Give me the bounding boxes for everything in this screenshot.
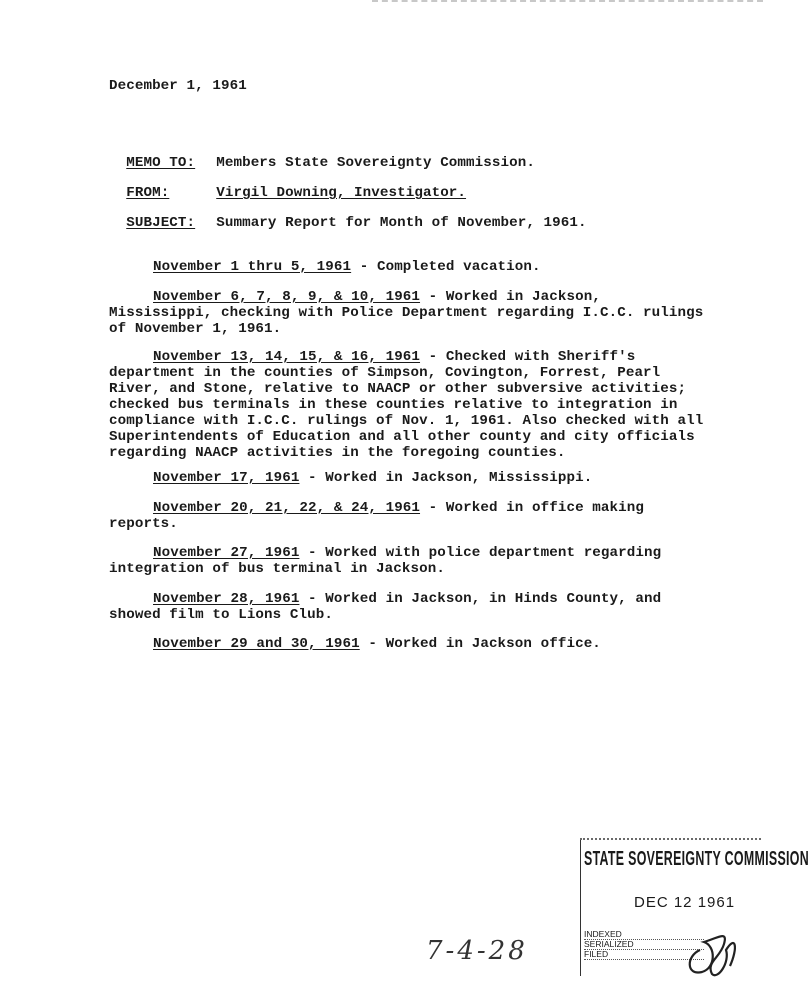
stamp-filed-line: FILED [584, 950, 704, 960]
stamp-indexed-line: INDEXED [584, 930, 704, 940]
entry-8 [109, 636, 709, 652]
memo-to-value: Members State Sovereignty Commission. [216, 155, 535, 171]
entry-text: - Worked in Jackson, Mississippi. [299, 470, 593, 486]
entry-6 [109, 545, 709, 577]
handwritten-initials-icon [578, 838, 763, 980]
memo-date: December 1, 1961 [109, 78, 247, 94]
entry-date: November 29 and 30, 1961 [153, 636, 360, 652]
memo-from-row [109, 169, 466, 201]
stamp-date: DEC 12 1961 [634, 894, 736, 911]
entry-date: November 28, 1961 [153, 591, 300, 607]
entry-5 [109, 500, 709, 532]
memo-subject-value: Summary Report for Month of November, 1961. [216, 215, 587, 231]
stamp-title: STATE SOVEREIGNTY COMMISSION [584, 848, 809, 870]
entry-7 [109, 591, 709, 623]
entry-4 [109, 470, 709, 486]
entry-2 [109, 289, 709, 337]
entry-text: - Worked in office making reports. [109, 500, 644, 532]
entry-text: - Worked in Jackson, in Hinds County, and showed film to Lions Club. [109, 591, 662, 623]
memo-from-label: FROM: [126, 185, 170, 201]
handwritten-file-number: 7-4-28 [426, 936, 528, 966]
entry-date: November 17, 1961 [153, 470, 300, 486]
entry-date: November 13, 14, 15, & 16, 1961 [153, 349, 421, 365]
memo-from-value: Virgil Downing, Investigator. [216, 185, 467, 201]
entry-text: - Checked with Sheriff's department in the counties of Simpson, Covington, Forrest, Pearl River, and Stone, relative to NAACP or other subversive activities; checked bus terminals in these counties relative to integration in compliance with I.C.C. rulings of Nov. 1, 1961. Also checked with all Superintendents of Education and all other county and city officials regarding NAACP activities in the foregoing counties. [109, 349, 704, 461]
entry-date: November 1 thru 5, 1961 [153, 259, 352, 275]
entry-date: November 20, 21, 22, & 24, 1961 [153, 500, 421, 516]
memo-subject-label: SUBJECT: [126, 215, 196, 231]
entry-date: November 27, 1961 [153, 545, 300, 561]
stamp-serialized-line: SERIALIZED [584, 940, 704, 950]
entry-text: - Worked in Jackson office. [359, 636, 601, 652]
memo-to-row [109, 139, 535, 171]
memo-subject-row [109, 199, 587, 231]
entry-text: - Completed vacation. [351, 259, 541, 275]
entry-3 [109, 349, 709, 461]
entry-1 [109, 259, 709, 275]
memo-to-label: MEMO TO: [126, 155, 196, 171]
entry-text: - Worked in Jackson, Mississippi, checking with Police Department regarding I.C.C. rulings of November 1, 1961. [109, 289, 704, 337]
top-dashed-edge [372, 0, 763, 4]
entry-text: - Worked with police department regarding integration of bus terminal in Jackson. [109, 545, 662, 577]
entry-date: November 6, 7, 8, 9, & 10, 1961 [153, 289, 421, 305]
commission-stamp [578, 838, 809, 980]
